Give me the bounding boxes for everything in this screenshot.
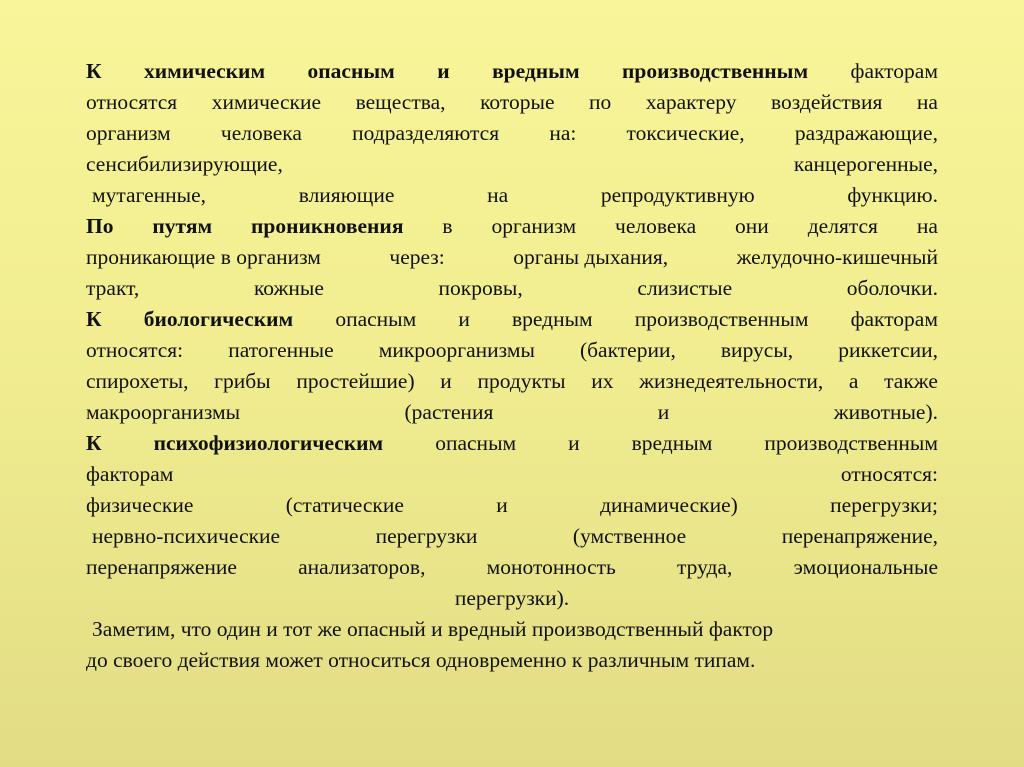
word: (умственное xyxy=(572,524,687,548)
word: функцию. xyxy=(847,183,938,207)
word: путям xyxy=(152,214,213,238)
word: токсические, xyxy=(626,121,745,145)
word: на xyxy=(916,214,938,238)
word: К xyxy=(86,307,102,331)
word: производственным xyxy=(622,59,809,83)
word: и xyxy=(458,307,470,331)
word: человека xyxy=(615,214,697,238)
p1-line-1 xyxy=(86,56,938,87)
word: вредным xyxy=(492,59,580,83)
p4-line-5 xyxy=(86,552,938,583)
word: опасным xyxy=(335,307,417,331)
p3-line-1 xyxy=(86,304,938,335)
word: монотонность xyxy=(486,555,616,579)
word: которые xyxy=(480,90,555,114)
word: по xyxy=(589,90,612,114)
word: нервно-психические xyxy=(92,524,281,548)
word: физические xyxy=(86,493,194,517)
word: делятся xyxy=(807,214,878,238)
word: а xyxy=(848,369,859,393)
word: тракт, xyxy=(86,276,140,300)
word: и xyxy=(437,59,450,83)
word: грибы xyxy=(214,369,271,393)
word: эмоциональные xyxy=(793,555,938,579)
word: характеру xyxy=(645,90,737,114)
word: химическим xyxy=(144,59,266,83)
word: факторам xyxy=(86,462,174,486)
p2-line-1 xyxy=(86,211,938,242)
p5-line-2 xyxy=(86,645,938,676)
word: слизистые xyxy=(637,276,733,300)
word: По xyxy=(86,214,114,238)
word: относятся: xyxy=(840,462,938,486)
word: перенапряжение xyxy=(86,555,237,579)
word: перегрузки; xyxy=(830,493,938,517)
word: сенсибилизирующие, xyxy=(86,152,283,176)
word: их xyxy=(591,369,614,393)
word: относятся: xyxy=(86,338,184,362)
word: опасным xyxy=(435,431,517,455)
word: микроорганизмы xyxy=(378,338,535,362)
word: К xyxy=(86,59,102,83)
word: (статические xyxy=(285,493,404,517)
word: труда, xyxy=(677,555,733,579)
word: и xyxy=(440,369,452,393)
word: канцерогенные, xyxy=(793,152,938,176)
word: макроорганизмы xyxy=(86,400,241,424)
p2-line-2 xyxy=(86,242,938,273)
word: динамические) xyxy=(600,493,738,517)
word: проникновения xyxy=(251,214,404,238)
word: они xyxy=(735,214,769,238)
word: (бактерии, xyxy=(579,338,676,362)
word: К xyxy=(86,431,102,455)
phrase: проникающие в организм xyxy=(86,245,321,269)
word: раздражающие, xyxy=(794,121,938,145)
phrase: желудочно-кишечный xyxy=(736,245,938,269)
word: и xyxy=(568,431,580,455)
word: организм xyxy=(491,214,577,238)
p4-line-2 xyxy=(86,459,938,490)
p4-line-3 xyxy=(86,490,938,521)
word: патогенные xyxy=(228,338,334,362)
p5-line-1 xyxy=(86,614,938,645)
word: также xyxy=(884,369,938,393)
phrase: через: xyxy=(389,245,445,269)
word: факторам xyxy=(850,59,938,83)
sentence: Заметим, что один и тот же опасный и вредный производственный фактор xyxy=(92,617,774,641)
p2-line-3 xyxy=(86,273,938,304)
phrase: органы дыхания, xyxy=(513,245,669,269)
word: продукты xyxy=(477,369,566,393)
word: жизнедеятельности, xyxy=(639,369,824,393)
word: кожные xyxy=(253,276,324,300)
word: влияющие xyxy=(298,183,395,207)
p1-line-5 xyxy=(86,180,938,211)
p3-line-3 xyxy=(86,366,938,397)
word: на: xyxy=(549,121,577,145)
word: психофизиологическим xyxy=(153,431,384,455)
p1-line-2 xyxy=(86,87,938,118)
word: на xyxy=(916,90,938,114)
word: факторам xyxy=(850,307,938,331)
word: простейшие) xyxy=(296,369,415,393)
word: вредным xyxy=(631,431,713,455)
word: и xyxy=(657,400,670,424)
word: оболочки. xyxy=(846,276,938,300)
word: опасным xyxy=(307,59,395,83)
word: биологическим xyxy=(143,307,294,331)
word: репродуктивную xyxy=(600,183,755,207)
word: химические xyxy=(211,90,322,114)
word: перегрузки). xyxy=(454,586,570,610)
p1-line-3 xyxy=(86,118,938,149)
word: животные). xyxy=(833,400,938,424)
word: производственным xyxy=(634,307,809,331)
word: производственным xyxy=(764,431,938,455)
word: в xyxy=(442,214,453,238)
p4-line-4 xyxy=(86,521,938,552)
word: на xyxy=(487,183,509,207)
word: спирохеты, xyxy=(86,369,189,393)
word: и xyxy=(496,493,508,517)
word: относятся xyxy=(86,90,178,114)
word: подразделяются xyxy=(352,121,500,145)
p3-line-2 xyxy=(86,335,938,366)
word: (растения xyxy=(404,400,494,424)
word: покровы, xyxy=(438,276,523,300)
word: перегрузки xyxy=(375,524,478,548)
slide-text xyxy=(86,56,938,676)
word: вещества, xyxy=(355,90,446,114)
word: перенапряжение, xyxy=(781,524,938,548)
word: вредным xyxy=(511,307,593,331)
word: мутагенные, xyxy=(92,183,207,207)
word: организм xyxy=(86,121,171,145)
p3-line-4 xyxy=(86,397,938,428)
sentence: до своего действия может относиться одновременно к различным типам. xyxy=(86,648,756,672)
word: воздействия xyxy=(771,90,883,114)
word: вирусы, xyxy=(720,338,794,362)
p1-line-4 xyxy=(86,149,938,180)
word: человека xyxy=(220,121,302,145)
word: риккетсии, xyxy=(838,338,938,362)
word: анализаторов, xyxy=(298,555,426,579)
p4-line-6 xyxy=(86,583,938,614)
p4-line-1 xyxy=(86,428,938,459)
